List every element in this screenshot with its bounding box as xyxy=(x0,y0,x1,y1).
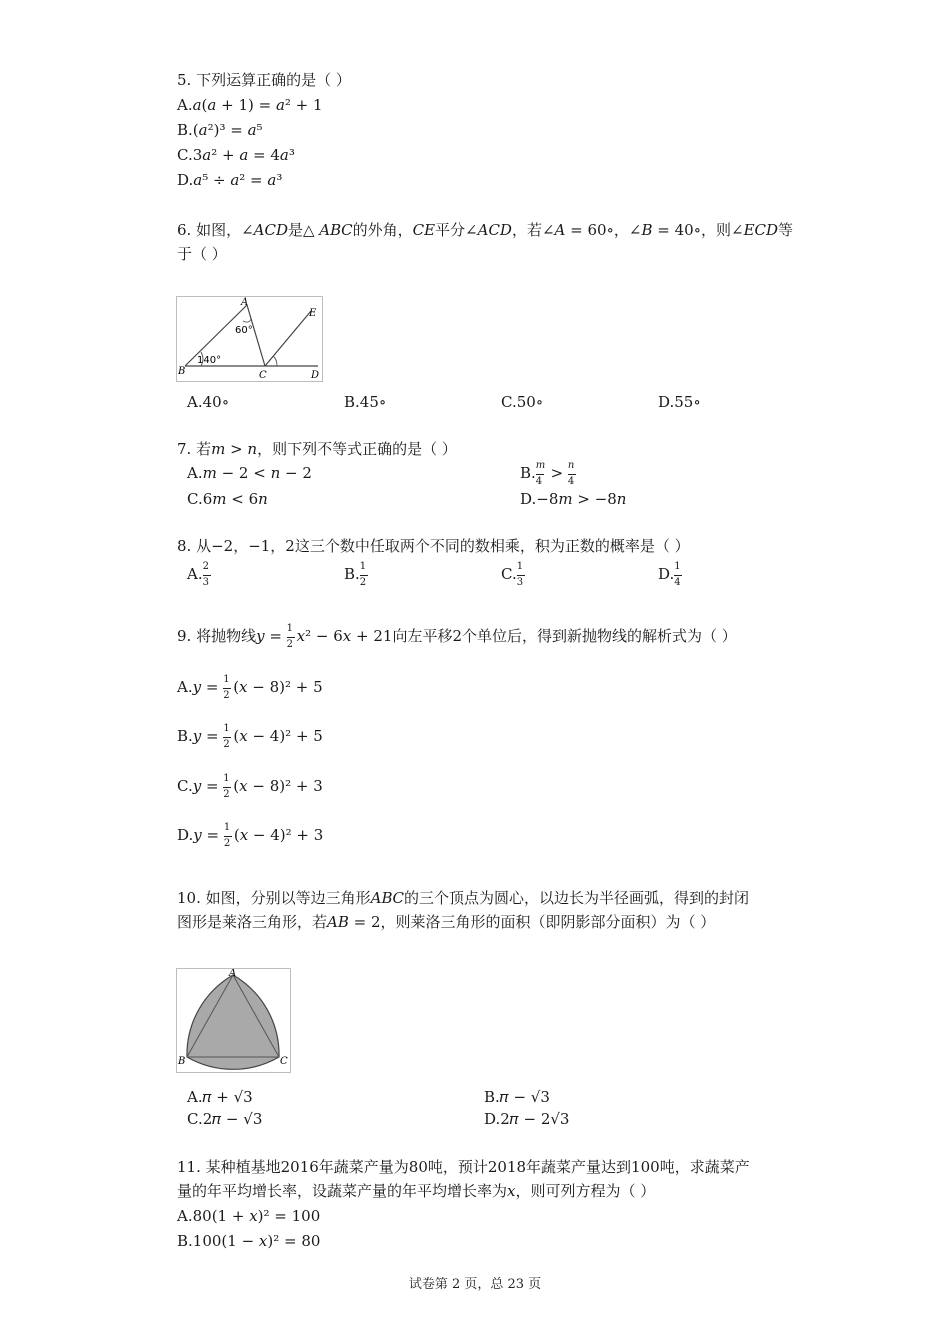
q9-a-den: 2 xyxy=(223,690,230,701)
q5-option-a: A.𝑎(𝑎 + 1) = 𝑎² + 1 xyxy=(177,96,323,114)
q9-option-a xyxy=(177,674,323,701)
q8-option-a-label: A. xyxy=(187,565,203,583)
q7-option-b-frac2 xyxy=(567,460,578,487)
q10-figure-svg xyxy=(177,969,290,1072)
label-c: C xyxy=(259,370,267,381)
q10-figure xyxy=(176,968,291,1073)
q8-option-b-label: B. xyxy=(344,565,360,583)
q5-option-c: C.3𝑎² + 𝑎 = 4𝑎³ xyxy=(177,146,295,164)
q8-option-c-label: C. xyxy=(501,565,517,583)
q7-stem: 7. 若𝑚 > 𝑛，则下列不等式正确的是（ ） xyxy=(177,440,457,458)
q5-option-d: D.𝑎⁵ ÷ 𝑎² = 𝑎³ xyxy=(177,171,283,189)
q9-option-c xyxy=(177,773,323,800)
q8-d-num: 1 xyxy=(674,561,681,572)
q9-a-pre: A.𝑦 = xyxy=(177,678,224,696)
q10-option-a: A.𝜋 + √3 xyxy=(187,1088,253,1106)
q8-c-num: 1 xyxy=(516,561,524,572)
q7-frac1-den: 4 xyxy=(535,476,543,487)
q11-stem-line2: 量的年平均增长率，设蔬菜产量的年平均增长率为𝑥，则可列方程为（ ） xyxy=(177,1182,656,1200)
q8-stem: 8. 从−2，−1，2这三个数中任取两个不同的数相乘，积为正数的概率是（ ） xyxy=(177,537,690,555)
q7-option-b-prefix: B. xyxy=(520,464,536,482)
q9-c-den: 2 xyxy=(223,789,230,800)
q9-d-num: 1 xyxy=(223,822,231,833)
q8-option-d-frac xyxy=(674,561,684,588)
label-angle-a: 60° xyxy=(235,325,253,336)
q8-option-d xyxy=(658,561,684,588)
label-a: A xyxy=(241,297,249,308)
q6-stem-line2: 于（ ） xyxy=(177,245,227,263)
q9-c-post: (𝑥 − 8)² + 3 xyxy=(233,777,323,795)
q7-option-c: C.6𝑚 < 6𝑛 xyxy=(187,490,268,508)
q10-stem-line1: 10. 如图，分别以等边三角形𝐴𝐵𝐶的三个顶点为圆心，以边长为半径画弧，得到的封闭 xyxy=(177,889,749,907)
page-footer: 试卷第 2 页，总 23 页 xyxy=(408,1277,542,1292)
q11-option-a: A.80(1 + 𝑥)² = 100 xyxy=(177,1207,321,1225)
label-a: A xyxy=(229,969,237,979)
q10-stem-line2: 图形是莱洛三角形，若𝐴𝐵 = 2，则莱洛三角形的面积（即阴影部分面积）为（ ） xyxy=(177,913,716,931)
q9-stem-post: 𝑥² − 6𝑥 + 21向左平移2个单位后，得到新抛物线的解析式为（ ） xyxy=(296,627,737,645)
q6-figure xyxy=(176,296,323,382)
q10-option-b: B.𝜋 − √3 xyxy=(484,1088,550,1106)
q9-b-num: 1 xyxy=(223,723,230,734)
q6-figure-svg xyxy=(177,297,322,381)
q6-option-c: C.50∘ xyxy=(501,393,544,411)
q9-stem xyxy=(177,623,737,650)
q9-a-post: (𝑥 − 8)² + 5 xyxy=(233,678,323,696)
q5-stem: 5. 下列运算正确的是（ ） xyxy=(177,71,351,89)
label-d: D xyxy=(311,370,320,381)
q9-b-den: 2 xyxy=(223,739,230,750)
reuleaux-shape xyxy=(187,975,279,1069)
q7-option-b-frac1 xyxy=(535,460,546,487)
q9-d-post: (𝑥 − 4)² + 3 xyxy=(233,826,324,844)
q9-a-num: 1 xyxy=(223,674,230,685)
q7-frac2-den: 4 xyxy=(567,476,575,487)
label-c: C xyxy=(280,1056,288,1067)
angle-a-arc xyxy=(243,319,251,322)
q9-d-frac xyxy=(223,822,234,849)
q8-option-b xyxy=(344,561,370,588)
q8-b-num: 1 xyxy=(359,561,367,572)
q8-a-num: 2 xyxy=(202,561,209,572)
label-b: B xyxy=(178,366,186,377)
q5-option-b: B.(𝑎²)³ = 𝑎⁵ xyxy=(177,121,263,139)
q9-stem-num: 1 xyxy=(286,623,294,634)
q6-option-d: D.55∘ xyxy=(658,393,701,411)
q8-option-c xyxy=(501,561,527,588)
label-angle-b: 140° xyxy=(197,355,222,366)
q7-frac1-num: 𝑚 xyxy=(535,460,546,471)
q6-option-b: B.45∘ xyxy=(344,393,387,411)
q9-b-frac xyxy=(223,723,233,750)
q9-d-den: 2 xyxy=(223,838,231,849)
q9-b-pre: B.𝑦 = xyxy=(177,727,224,745)
q9-stem-den: 2 xyxy=(286,639,294,650)
q11-option-b: B.100(1 − 𝑥)² = 80 xyxy=(177,1232,321,1250)
q9-c-pre: C.𝑦 = xyxy=(177,777,224,795)
q8-option-c-frac xyxy=(516,561,527,588)
q10-option-c: C.2𝜋 − √3 xyxy=(187,1110,263,1128)
q9-option-b xyxy=(177,723,323,750)
q9-c-frac xyxy=(223,773,233,800)
q8-option-a-frac xyxy=(202,561,213,588)
q9-stem-pre: 9. 将抛物线𝑦 = xyxy=(177,627,287,645)
q9-b-post: (𝑥 − 4)² + 5 xyxy=(233,727,323,745)
q8-b-den: 2 xyxy=(359,577,367,588)
q7-option-b xyxy=(520,460,578,487)
q9-option-d xyxy=(177,822,324,849)
q8-c-den: 3 xyxy=(516,577,524,588)
q8-option-a xyxy=(187,561,213,588)
q11-stem-line1: 11. 某种植基地2016年蔬菜产量为80吨，预计2018年蔬菜产量达到100吨，求蔬菜产 xyxy=(177,1158,750,1176)
label-e: E xyxy=(309,308,317,319)
q9-d-pre: D.𝑦 = xyxy=(177,826,224,844)
q10-option-d: D.2𝜋 − 2√3 xyxy=(484,1110,570,1128)
q7-option-a: A.𝑚 − 2 < 𝑛 − 2 xyxy=(187,464,312,482)
q6-stem-line1: 6. 如图，∠𝐴𝐶𝐷是△ 𝐴𝐵𝐶的外角，𝐶𝐸平分∠𝐴𝐶𝐷，若∠𝐴 = 60∘，∠𝐵 = 40∘，则∠𝐸𝐶𝐷等 xyxy=(177,221,794,239)
q8-a-den: 3 xyxy=(202,577,209,588)
q6-option-a: A.40∘ xyxy=(187,393,230,411)
q8-option-d-label: D. xyxy=(658,565,675,583)
q9-stem-frac xyxy=(286,623,297,650)
q9-a-frac xyxy=(223,674,233,701)
angle-ecd-arc xyxy=(273,356,277,366)
q8-option-b-frac xyxy=(359,561,370,588)
line-ce xyxy=(265,311,311,366)
label-b: B xyxy=(178,1056,186,1067)
q8-d-den: 4 xyxy=(674,577,681,588)
q7-frac2-num: 𝑛 xyxy=(567,460,575,471)
q7-option-d: D.−8𝑚 > −8𝑛 xyxy=(520,490,627,508)
q9-c-num: 1 xyxy=(223,773,230,784)
q7-option-b-op: > xyxy=(545,464,568,482)
